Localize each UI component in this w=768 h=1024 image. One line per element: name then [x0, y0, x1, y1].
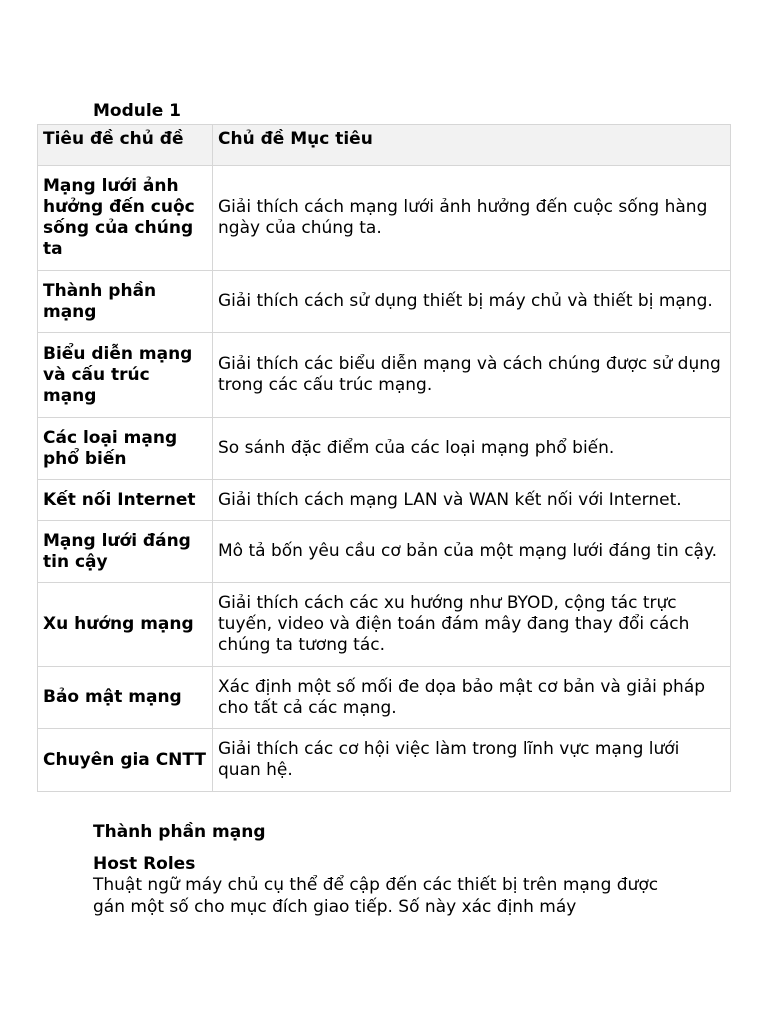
- sub-heading: Host Roles: [93, 854, 196, 874]
- table-row: [38, 583, 731, 667]
- table-row: [38, 333, 731, 418]
- objective-cell: Giải thích cách mạng lưới ảnh hưởng đến cuộc sống hàng ngày của chúng ta.: [213, 166, 731, 271]
- header-topic-objective: Chủ đề Mục tiêu: [213, 125, 731, 166]
- objective-cell: Mô tả bốn yêu cầu cơ bản của một mạng lưới đáng tin cậy.: [213, 521, 731, 583]
- topic-cell: Thành phần mạng: [38, 271, 213, 333]
- table-row: [38, 166, 731, 271]
- topic-cell: Chuyên gia CNTT: [38, 729, 213, 792]
- table-row: [38, 667, 731, 729]
- table-header-row: [38, 125, 731, 166]
- topic-cell: Biểu diễn mạng và cấu trúc mạng: [38, 333, 213, 418]
- objective-cell: Giải thích các cơ hội việc làm trong lĩnh vực mạng lưới quan hệ.: [213, 729, 731, 792]
- topic-cell: Bảo mật mạng: [38, 667, 213, 729]
- table-row: [38, 271, 731, 333]
- table-row: [38, 729, 731, 792]
- topic-cell: Mạng lưới đáng tin cậy: [38, 521, 213, 583]
- objective-cell: Giải thích cách mạng LAN và WAN kết nối với Internet.: [213, 480, 731, 521]
- module-topics-table: [37, 124, 731, 792]
- section-heading: Thành phần mạng: [93, 822, 266, 842]
- objective-cell: So sánh đặc điểm của các loại mạng phổ biến.: [213, 418, 731, 480]
- topic-cell: Mạng lưới ảnh hưởng đến cuộc sống của chúng ta: [38, 166, 213, 271]
- table-row: [38, 521, 731, 583]
- module-title: Module 1: [93, 101, 181, 121]
- objective-cell: Giải thích các biểu diễn mạng và cách chúng được sử dụng trong các cấu trúc mạng.: [213, 333, 731, 418]
- topic-cell: Các loại mạng phổ biến: [38, 418, 213, 480]
- table-row: [38, 480, 731, 521]
- body-paragraph: Thuật ngữ máy chủ cụ thể để cập đến các thiết bị trên mạng được gán một số cho mục đích giao tiếp. Số này xác định máy: [93, 875, 659, 917]
- objective-cell: Giải thích cách sử dụng thiết bị máy chủ và thiết bị mạng.: [213, 271, 731, 333]
- topic-cell: Kết nối Internet: [38, 480, 213, 521]
- topic-cell: Xu hướng mạng: [38, 583, 213, 667]
- objective-cell: Xác định một số mối đe dọa bảo mật cơ bản và giải pháp cho tất cả các mạng.: [213, 667, 731, 729]
- objective-cell: Giải thích cách các xu hướng như BYOD, cộng tác trực tuyến, video và điện toán đám mây đang thay đổi cách chúng ta tương tác.: [213, 583, 731, 667]
- table-row: [38, 418, 731, 480]
- header-topic-title: Tiêu đề chủ đề: [38, 125, 213, 166]
